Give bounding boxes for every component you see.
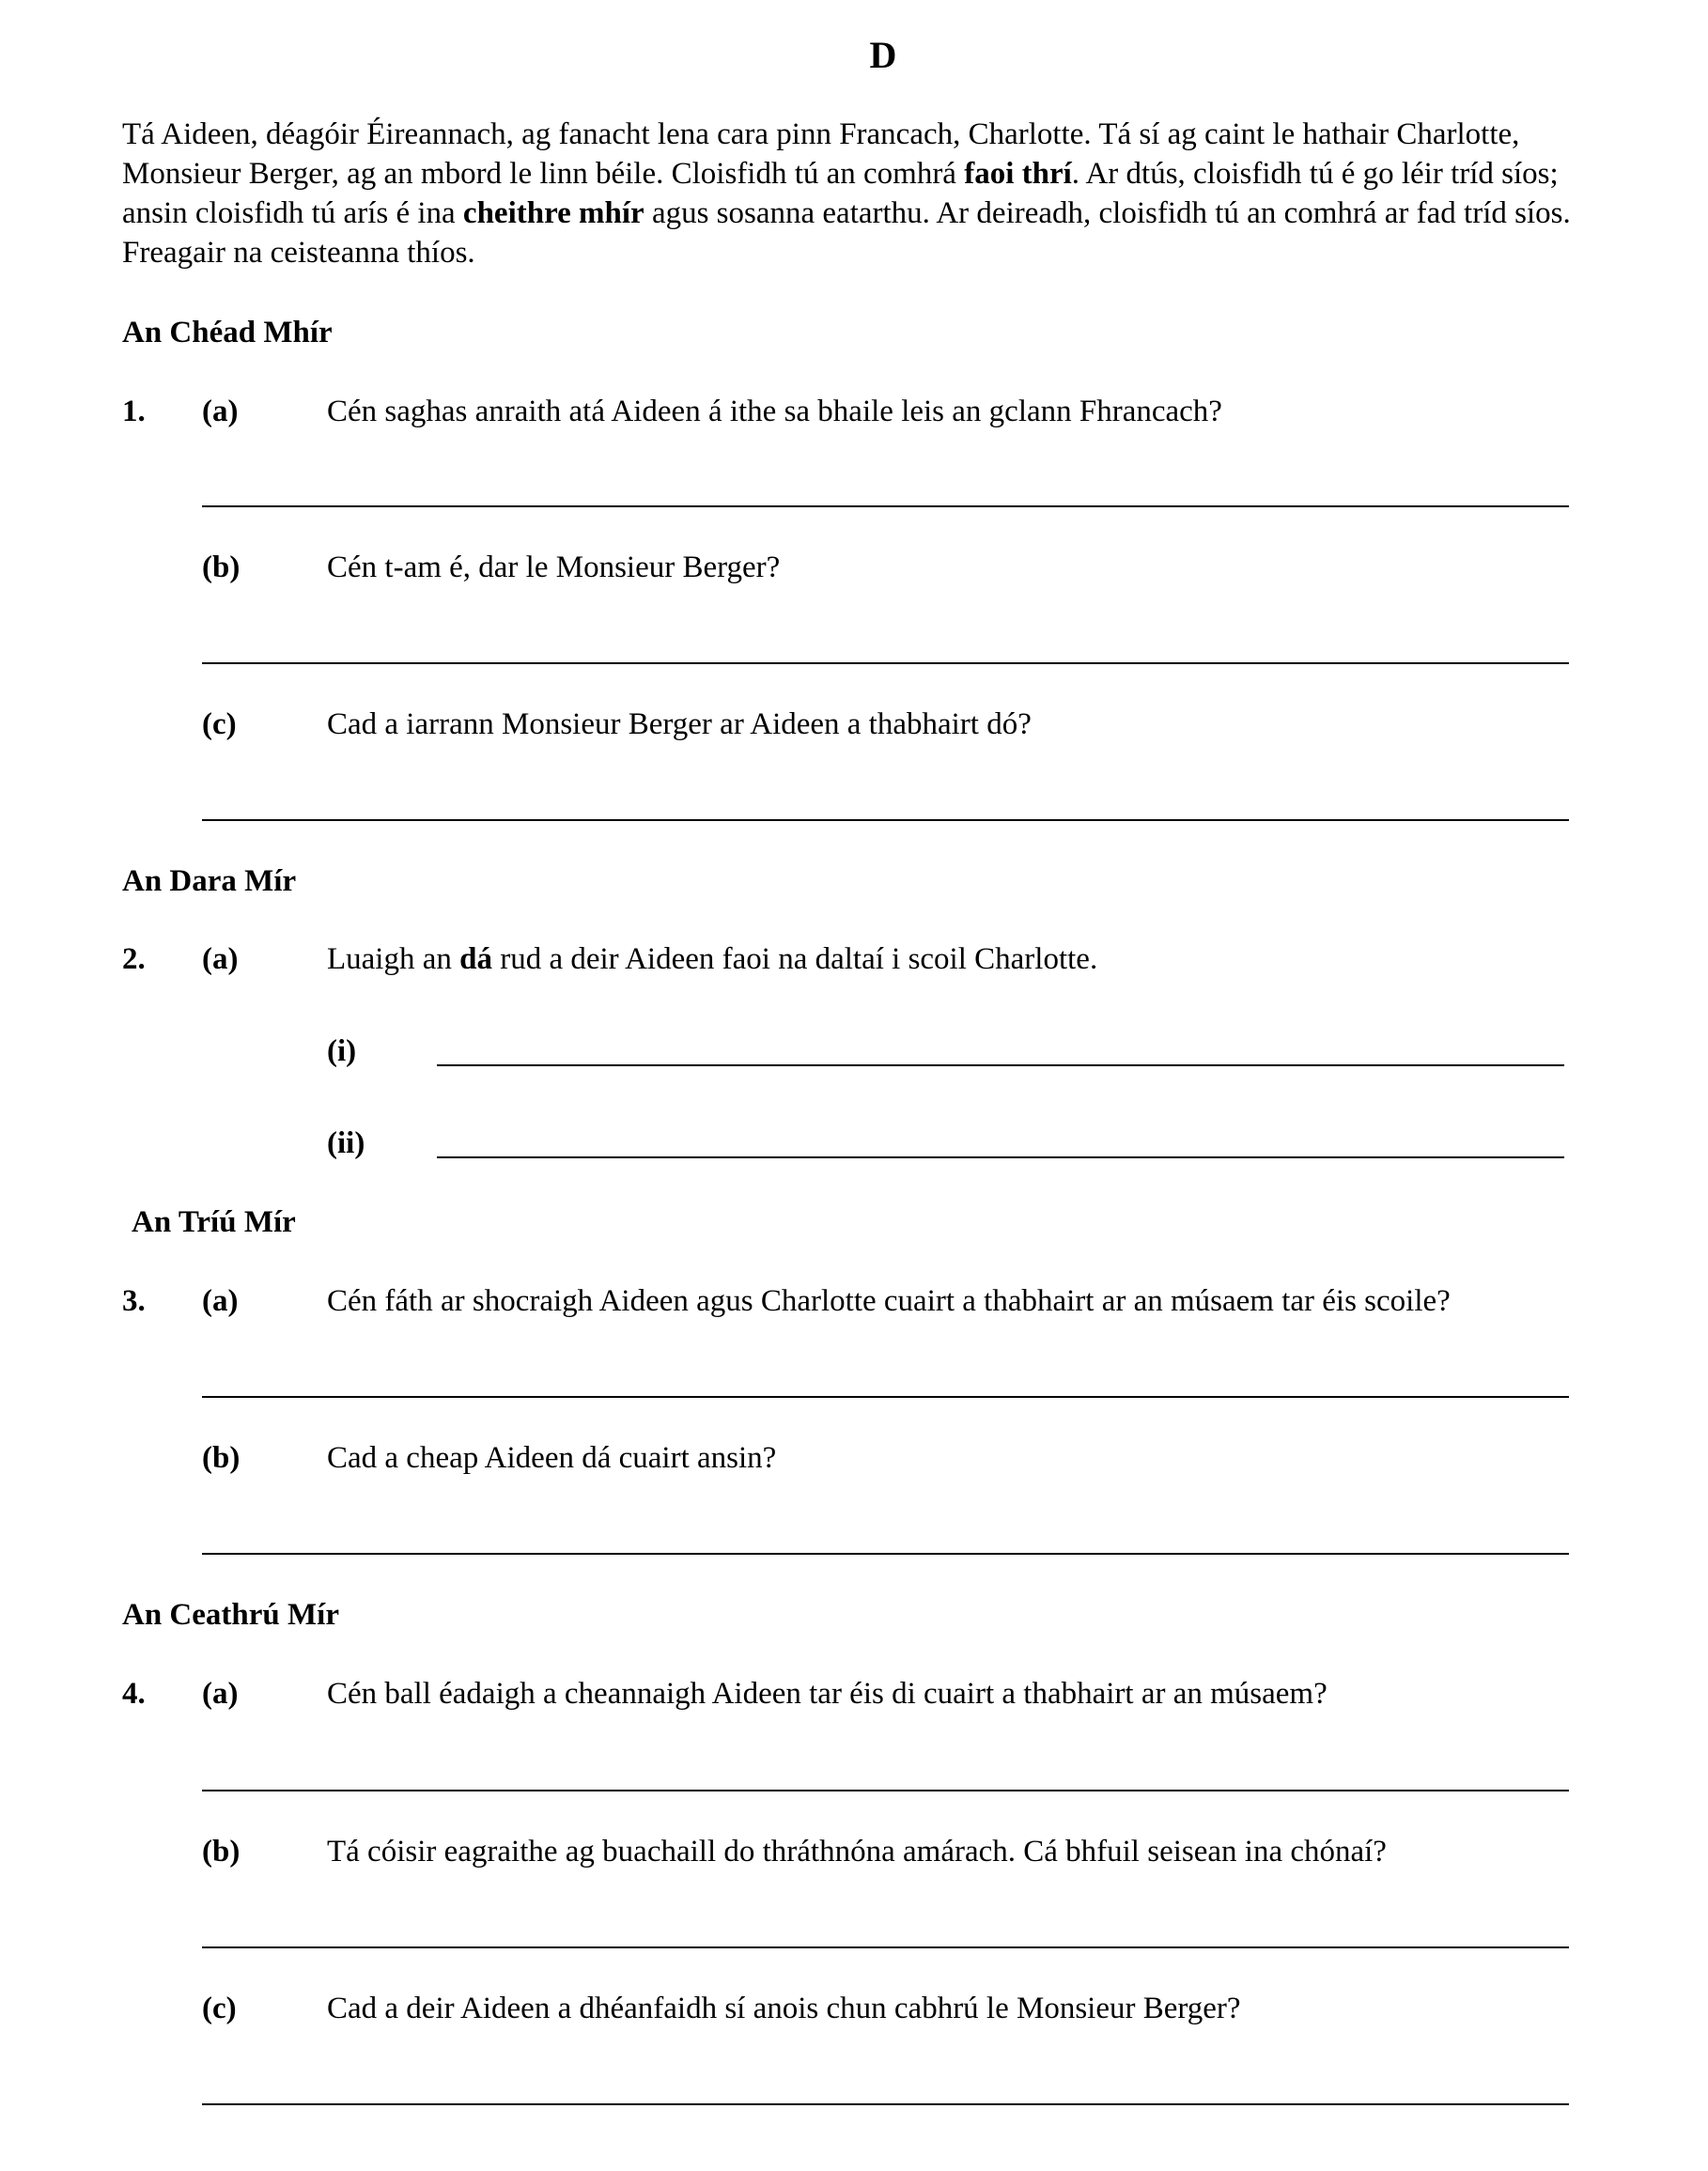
intro-paragraph [122, 115, 1616, 272]
question-4a-text: Cén ball éadaigh a cheannaigh Aideen tar éis di cuairt a thabhairt ar an músaem? [327, 1677, 1328, 1711]
answer-line-1b[interactable] [202, 662, 1569, 664]
question-3b-label: (b) [202, 1441, 241, 1475]
answer-line-4b[interactable] [202, 1946, 1569, 1948]
answer-line-1c[interactable] [202, 819, 1569, 821]
question-1a-text: Cén saghas anraith atá Aideen á ithe sa bhaile leis an gclann Fhrancach? [327, 395, 1222, 428]
answer-line-1a[interactable] [202, 505, 1569, 507]
intro-bold-2: cheithre mhír [462, 196, 644, 230]
question-1b-text: Cén t-am é, dar le Monsieur Berger? [327, 551, 781, 584]
question-4c-text: Cad a deir Aideen a dhéanfaidh sí anois chun cabhrú le Monsieur Berger? [327, 1992, 1241, 2025]
answer-line-2a-ii[interactable] [437, 1156, 1564, 1158]
question-1c-label: (c) [202, 707, 237, 741]
question-4b-label: (b) [202, 1835, 241, 1869]
answer-line-4c[interactable] [202, 2103, 1569, 2105]
question-1a-label: (a) [202, 395, 239, 428]
question-number-4: 4. [122, 1677, 146, 1711]
intro-bold-1: faoi thrí [964, 157, 1072, 191]
question-2a-text-post: rud a deir Aideen faoi na daltaí i scoil Charlotte. [491, 942, 1098, 976]
question-2a-text [327, 940, 1097, 979]
question-3b-text: Cad a cheap Aideen dá cuairt ansin? [327, 1441, 777, 1475]
section-heading-3: An Tríú Mír [132, 1205, 296, 1239]
question-number-1: 1. [122, 395, 146, 428]
question-4b-text: Tá cóisir eagraithe ag buachaill do thráthnóna amárach. Cá bhfuil seisean ina chónaí? [327, 1835, 1387, 1869]
question-3a-text: Cén fáth ar shocraigh Aideen agus Charlotte cuairt a thabhairt ar an músaem tar éis scoile? [327, 1284, 1451, 1318]
answer-line-4a[interactable] [202, 1790, 1569, 1791]
page-title: D [869, 34, 897, 76]
answer-line-2a-i[interactable] [437, 1064, 1564, 1066]
intro-text-1: Tá Aideen, déagóir Éireannach, ag fanacht lena cara pinn Francach, Charlotte. Tá sí ag caint le hathair Charlotte, Monsieur Berger, ag an mbord le linn béile. Cloisfidh tú an comhrá [122, 117, 1520, 191]
question-3a-label: (a) [202, 1284, 239, 1318]
question-2a-text-bold: dá [459, 942, 492, 976]
question-2a-label: (a) [202, 942, 239, 976]
intro-text-2: . Ar dtús, cloisfidh tú é go léir tríd síos; ansin cloisfidh tú arís é ina [122, 157, 1559, 230]
section-heading-4: An Ceathrú Mír [122, 1598, 339, 1632]
intro-text-3: agus sosanna eatarthu. Ar deireadh, cloisfidh tú an comhrá ar fad tríd síos. Freagair na ceisteanna thíos. [122, 196, 1571, 270]
section-heading-2: An Dara Mír [122, 864, 297, 898]
answer-line-3a[interactable] [202, 1396, 1569, 1398]
question-2a-text-pre: Luaigh an [327, 942, 460, 976]
question-2a-ii-label: (ii) [327, 1126, 365, 1160]
question-4a-label: (a) [202, 1677, 239, 1711]
question-1b-label: (b) [202, 551, 241, 584]
question-2a-i-label: (i) [327, 1034, 357, 1068]
question-4c-label: (c) [202, 1992, 237, 2025]
question-number-3: 3. [122, 1284, 146, 1318]
section-heading-1: An Chéad Mhír [122, 316, 333, 349]
answer-line-3b[interactable] [202, 1553, 1569, 1555]
question-number-2: 2. [122, 942, 146, 976]
question-1c-text: Cad a iarrann Monsieur Berger ar Aideen a thabhairt dó? [327, 707, 1032, 741]
